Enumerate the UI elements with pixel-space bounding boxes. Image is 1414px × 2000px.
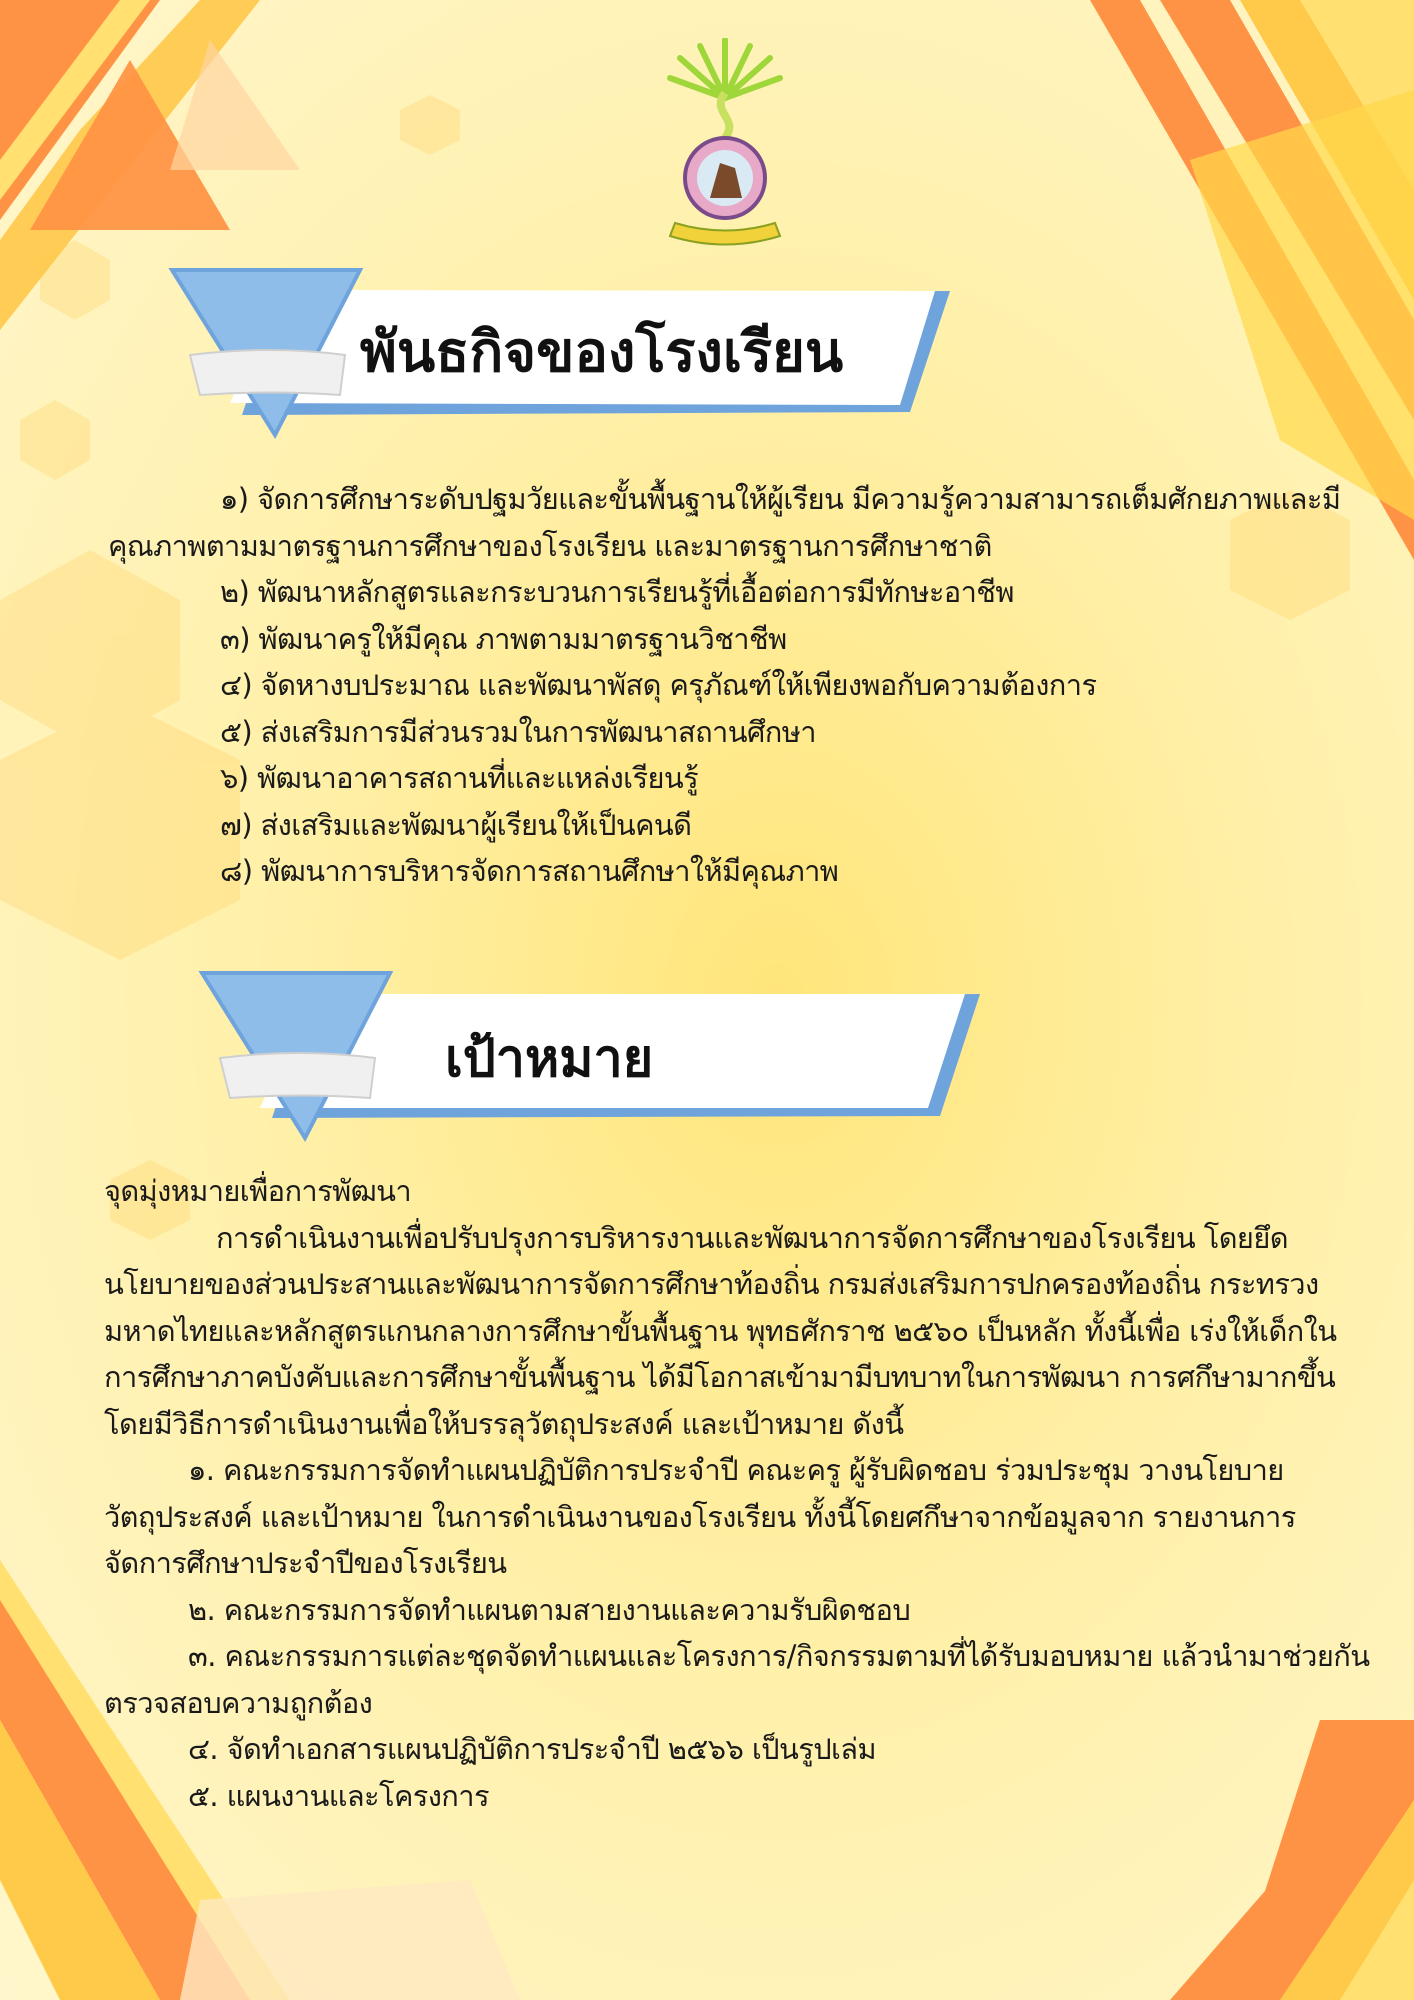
mission-heading: พันธกิจของโรงเรียน [360,320,844,385]
goals-section [104,1168,1374,1819]
list-item: ๒) พัฒนาหลักสูตรและกระบวนการเรียนรู้ที่เอื้อต่อการมีทักษะอาชีพ [220,575,1014,609]
list-item: ๔. จัดทำเอกสารแผนปฏิบัติการประจำปี ๒๕๖๖ เป็นรูปเล่ม [188,1732,876,1766]
list-item: ๑) จัดการศึกษาระดับปฐมวัยและขั้นพื้นฐานให้ผู้เรียน มีความรู้ความสามารถเต็มศักยภาพและมี คุณภาพตามมาตรฐานการศึกษาของโรงเรียน และมาตรฐานการศึกษาชาติ [108,482,1341,563]
list-item: ๒. คณะกรรมการจัดทำแผนตามสายงานและความรับผิดชอบ [188,1592,911,1627]
list-item: ๕. แผนงานและโครงการ [188,1778,489,1813]
list-item: ๔) จัดหางบประมาณ และพัฒนาพัสดุ ครุภัณฑ์ให้เพียงพอกับความต้องการ [220,668,1097,702]
list-item: ๕) ส่งเสริมการมีส่วนรวมในการพัฒนาสถานศึกษา [220,714,816,749]
mission-list [108,476,1358,895]
list-item: ๓. คณะกรรมการแต่ละชุดจัดทำแผนและโครงการ/กิจกรรมตามที่ได้รับมอบหมาย แล้วนำมาช่วยกันตรวจสอบความถูกต้อง [104,1639,1370,1720]
goals-heading: เป้าหมาย [445,1029,654,1089]
goals-banner [200,968,990,1148]
list-item: ๓) พัฒนาครูให้มีคุณ ภาพตามมาตรฐานวิชาชีพ [220,621,787,656]
list-item: ๘) พัฒนาการบริหารจัดการสถานศึกษาให้มีคุณภาพ [220,854,839,888]
goals-subheading: จุดมุ่งหมายเพื่อการพัฒนา [104,1174,412,1208]
list-item: ๖) พัฒนาอาคารสถานที่และแหล่งเรียนรู้ [220,761,699,795]
mission-banner [170,265,960,445]
list-item: ๑. คณะกรรมการจัดทำแผนปฏิบัติการประจำปี คณะครู ผู้รับผิดชอบ ร่วมประชุม วางนโยบาย วัตถุประสงค์ และเป้าหมาย ในการดำเนินงานของโรงเรียน ทั้งนี้โดยศกึษาจากข้อมูลจาก รายงานการจัดการศึกษาประจำปีของโรงเรียน [104,1453,1296,1580]
goals-intro: การดำเนินงานเพื่อปรับปรุงการบริหารงานและพัฒนาการจัดการศึกษาของโรงเรียน โดยยึด นโยบายของส่วนประสานและพัฒนาการจัดการศึกษาท้องถิ่น กรมส่งเสริมการปกครองท้องถิ่น กระทรวงมหาดไทยและหลักสูตรแกนกลางการศึกษาขั้นพื้นฐาน พุทธศักราช ๒๕๖๐ เป็นหลัก ทั้งนี้เพื่อ เร่งให้เด็กในการศึกษาภาคบังคับและการศึกษาขั้นพื้นฐาน ได้มีโอกาสเข้ามามีบทบาทในการพัฒนา การศกึษามากขึ้น โดยมีวิธีการดำเนินงานเพื่อให้บรรลุวัตถุประสงค์ และเป้าหมาย ดังนี้ [104,1220,1337,1441]
school-emblem-icon [650,38,800,253]
list-item: ๗) ส่งเสริมและพัฒนาผู้เรียนให้เป็นคนดี [220,807,692,842]
